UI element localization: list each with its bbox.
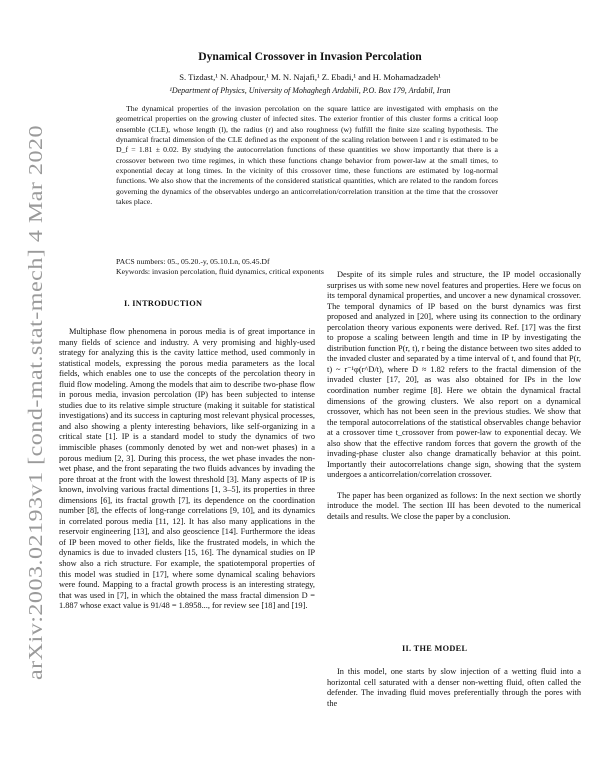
authors: S. Tizdast,¹ N. Ahadpour,¹ M. N. Najafi,¹ Z. Ebadi,¹ and H. Mohamadzadeh¹ bbox=[179, 72, 441, 82]
left-column bbox=[59, 327, 315, 612]
affiliation: ¹Department of Physics, University of Mohaghegh Ardabili, P.O. Box 179, Ardabil, Iran bbox=[169, 86, 451, 95]
paper-title: Dynamical Crossover in Invasion Percolation bbox=[198, 50, 422, 63]
arxiv-id-text: arXiv:2003.02193v1 [cond-mat.stat-mech] 4 Mar 2020 bbox=[26, 230, 47, 680]
pacs-numbers: PACS numbers: 05., 05.20.-y, 05.10.Ln, 05.45.Df bbox=[116, 257, 270, 266]
abstract: The dynamical properties of the invasion percolation on the square lattice are investigated with emphasis on the geometrical properties on the growing cluster of infected sites. The exterior frontier of this cluster forms a critical loop ensemble (CLE), whose length (l), the radius (r) and also roughness (w) fulfill the finite size scaling hypothesis. The dynamical fractal dimension of the CLE defined as the exponent of the scaling relation between l and r is estimated to be D_f = 1.81 ± 0.02. By studying the autocorrelation functions of these quantities we show importantly that there is a crossover between two time regimes, in which these functions change behavior from power-law at the small times, to exponential decay at long times. In the vicinity of this crossover time, these functions are estimated by log-normal functions. We also show that the increments of the considered statistical quantities, which are related to the random forces governing the dynamics of the observables undergo an anticorrelation/correlation transition at the time that the crossover takes place. bbox=[116, 104, 498, 207]
section-heading-model: II. THE MODEL bbox=[402, 644, 468, 653]
keywords: Keywords: invasion percolation, fluid dynamics, critical exponents bbox=[116, 267, 324, 276]
intro-paragraph-3: The paper has been organized as follows: In the next section we shortly introduce the model. The section III has been devoted to the numerical details and results. We close the paper by a conclusion. bbox=[327, 490, 581, 522]
section-heading-introduction: I. INTRODUCTION bbox=[124, 299, 203, 308]
arxiv-identifier-sidebar bbox=[8, 120, 58, 680]
right-column bbox=[327, 270, 581, 523]
intro-paragraph-2: Despite of its simple rules and structure, the IP model occasionally surprises us with some new novel features and properties. Here we focus on its temporal dynamical properties, and uncover a new dynamical crossover. The temporal dynamics of IP based on the burst dynamics was first proposed and analyzed in [20], where using its connection to the ordinary percolation theory various exponents were derived. Ref. [17] was the first to propose a scaling between length and time in IP by investigating the distribution function P(r, t), r being the distance between two sites added to the invaded cluster and separated by a time interval of t, and found that P(r, t) ~ r⁻¹φ(r^D/t), where D ≈ 1.82 refers to the fractal dimension of the invaded cluster [17, 20], as was also obtained for IPs in the low coordination number regime [8]. Here we obtain the dynamical fractal dimensions of the growing clusters. We also report on a dynamical crossover, which has not been seen in the previous studies. We show that the temporal autocorrelations of the statistical observables change behavior at a crossover time t_crossover from power-law to exponential decay. We also show that the effective random forces that govern the growth of the invading-phase cluster also change dramatically behavior at this point. Importantly their autocorrelations change sign, showing that the system undergoes a anticorrelation/correlation crossover. bbox=[327, 270, 581, 480]
intro-paragraph-1: Multiphase flow phenomena in porous media is of great importance in many fields of science and industry. A very promising and highly-used strategy for analyzing this is the cavity lattice method, used commonly in statistical models, expressing the porous media parameters as the local fields, which enables one to use the concepts of the percolation theory in fluid flow modeling. Among the models that aim to describe two-phase flow in porous media, invasion percolation (IP) has been subjected to intense studies due to its relative simple structure (making it suitable for statistical investigations) and its success in capturing most relevant physical processes, and also showing a plenty interesting behaviors, like self-organizing in a critical state [1]. IP is a standard model to study the dynamics of two immiscible phases (commonly denoted by wet and non-wet phases) in a porous medium [2, 3]. During this process, the wet phase invades the non-wet phase, and the front separating the two fluids advances by invading the pore throat at the front with the lowest threshold [3]. Many aspects of IP is known, involving various fractal dimentions [1, 3–5], its properties in three dimensions [6], its fractal growth [7], its dependence on the coordination number [8], the effects of long-range correlations [9, 10], and its dynamics in correlated porous media [11, 12]. It has also many applications in the reservoir engineering [13], and also geoscience [14]. Furthermore the ideas of IP been moved to other fields, like the frustrated models, in which the dynamics is due to invaded clusters [15, 16]. The dynamical studies on IP show also a rich structure. For example, the spatiotemporal properties of this model was studied in [17], where some dynamical scaling behaviors were found. Mapping to a fractal growth process is an interesting strategy, that was used in [7], in which the obtained the mass fractal dimension D = 1.887 whose exact value is 91/48 = 1.8958..., for review see [18] and [19]. bbox=[59, 327, 315, 611]
model-column bbox=[327, 667, 581, 709]
model-paragraph-1: In this model, one starts by slow injection of a wetting fluid into a horizontal cell saturated with a denser non-wetting fluid, often called the defender. The invading fluid moves preferentially through the pores with the bbox=[327, 667, 581, 708]
